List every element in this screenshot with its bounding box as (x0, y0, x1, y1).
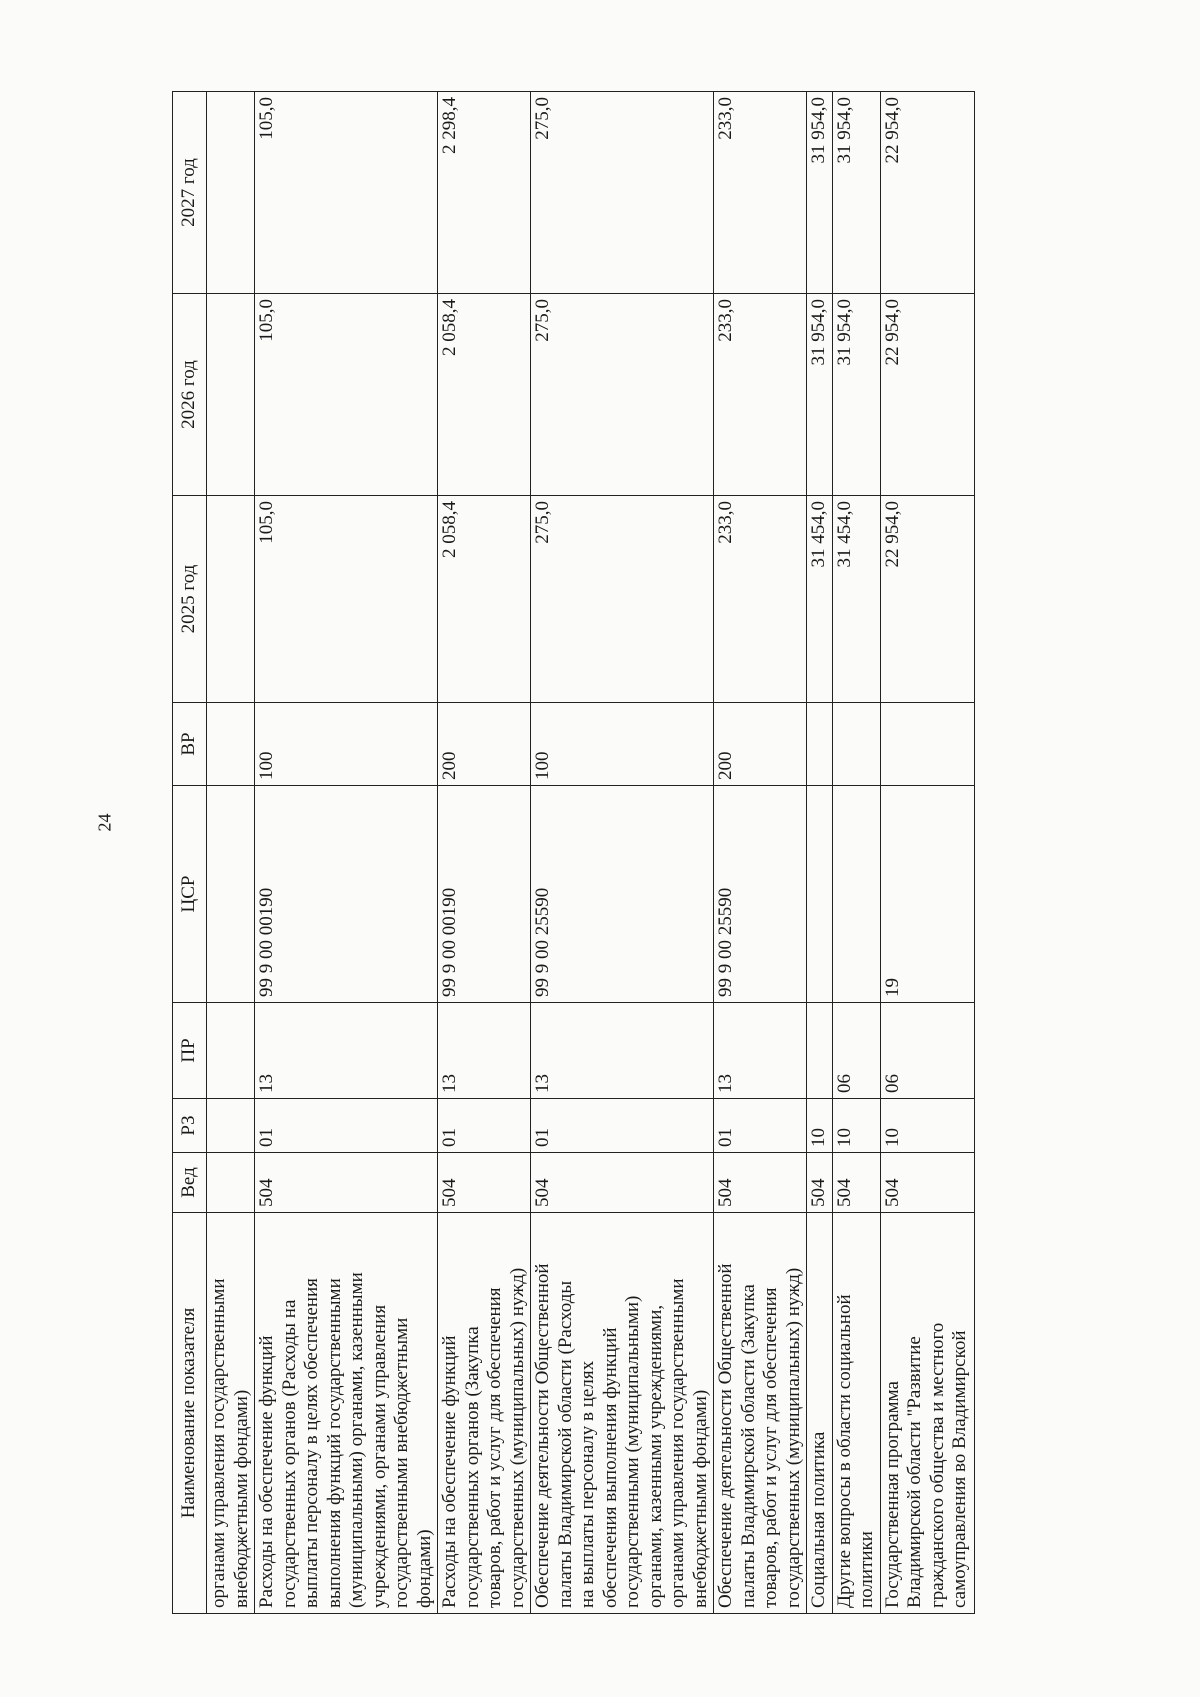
cell-rz: 01 (438, 1099, 531, 1153)
table-row (207, 92, 255, 1614)
cell-ved: 504 (438, 1153, 531, 1213)
table-row (807, 92, 833, 1614)
cell-vr (807, 703, 833, 786)
header-2026: 2026 год (173, 294, 207, 496)
table-header-row (173, 92, 207, 1614)
cell-pr: 13 (255, 1003, 438, 1099)
cell-name-line: Расходы на обеспечение функций (439, 1335, 460, 1608)
cell-name-line: палаты Владимирской области (Закупка (737, 1284, 759, 1608)
table-row (255, 92, 438, 1614)
cell-name-line: фондами) (413, 1529, 435, 1608)
cell-y2026: 31 954,0 (807, 294, 833, 496)
cell-y2025: 31 454,0 (832, 496, 880, 703)
cell-name-line: Государственная программа (881, 1381, 903, 1608)
cell-ved: 504 (807, 1153, 833, 1213)
cell-y2025: 31 454,0 (807, 496, 833, 703)
cell-rz: 10 (807, 1099, 833, 1153)
cell-name-line: государственных (муниципальных) нужд) (506, 1267, 528, 1608)
table-row (714, 92, 807, 1614)
header-pr: ПР (173, 1003, 207, 1099)
cell-vr: 200 (714, 703, 807, 786)
cell-csr: 99 9 00 00190 (438, 786, 531, 1003)
cell-name-line: политики (856, 1531, 877, 1608)
cell-name-line: государственных органов (Расходы на (278, 1299, 300, 1608)
cell-ved (207, 1153, 255, 1213)
cell-name-line: внебюджетными фондами) (230, 1389, 252, 1608)
cell-rz: 01 (255, 1099, 438, 1153)
cell-y2027: 22 954,0 (880, 92, 974, 294)
cell-name-line: выполнения функций государственными (323, 1278, 345, 1608)
header-name: Наименование показателя (173, 1213, 207, 1614)
cell-name-line: гражданского общества и местного (926, 1322, 948, 1608)
header-csr: ЦСР (173, 786, 207, 1003)
cell-csr (832, 786, 880, 1003)
cell-pr (207, 1003, 255, 1099)
cell-name-line: Обеспечение деятельности Общественной (715, 1263, 736, 1608)
cell-name (531, 1213, 714, 1614)
cell-name-line: (муниципальными) органами, казенными (346, 1272, 367, 1608)
cell-y2025: 275,0 (531, 496, 714, 703)
cell-y2026: 2 058,4 (438, 294, 531, 496)
cell-y2027: 31 954,0 (807, 92, 833, 294)
cell-pr: 13 (438, 1003, 531, 1099)
cell-name-line: Владимирской области "Развитие (904, 1336, 925, 1608)
cell-y2025: 22 954,0 (880, 496, 974, 703)
cell-name-line: Обеспечение деятельности Общественной (532, 1263, 553, 1608)
rotated-table-container (172, 92, 970, 1614)
header-2025: 2025 год (173, 496, 207, 703)
cell-pr (807, 1003, 833, 1099)
cell-name-line: Социальная политика (808, 1431, 829, 1608)
cell-ved: 504 (714, 1153, 807, 1213)
cell-y2026 (207, 294, 255, 496)
table-body (207, 92, 975, 1614)
cell-name-line: государственными (муниципальными) (622, 1295, 643, 1608)
cell-rz: 10 (832, 1099, 880, 1153)
cell-name-line: государственными внебюджетными (391, 1317, 412, 1608)
cell-name (880, 1213, 974, 1614)
page-number: 24 (94, 813, 115, 832)
cell-name-line: товаров, работ и услуг для обеспечения (484, 1287, 505, 1608)
budget-table (172, 91, 975, 1614)
cell-rz: 01 (531, 1099, 714, 1153)
cell-pr: 13 (714, 1003, 807, 1099)
cell-y2026: 275,0 (531, 294, 714, 496)
cell-name-line: Расходы на обеспечение функций (256, 1335, 277, 1608)
cell-y2026: 31 954,0 (832, 294, 880, 496)
cell-y2026: 233,0 (714, 294, 807, 496)
cell-ved: 504 (832, 1153, 880, 1213)
cell-y2027: 2 298,4 (438, 92, 531, 294)
cell-name (255, 1213, 438, 1614)
cell-y2025: 233,0 (714, 496, 807, 703)
cell-vr: 100 (531, 703, 714, 786)
cell-y2025 (207, 496, 255, 703)
header-vr: ВР (173, 703, 207, 786)
cell-name-line: самоуправления во Владимирской (949, 1330, 970, 1608)
cell-name-line: Другие вопросы в области социальной (833, 1294, 855, 1608)
cell-name-line: органами управления государственными (208, 1278, 229, 1608)
cell-y2027: 275,0 (531, 92, 714, 294)
cell-csr: 99 9 00 00190 (255, 786, 438, 1003)
cell-name-line: на выплаты персоналу в целях (577, 1360, 598, 1608)
cell-name-line: обеспечения выполнения функций (599, 1327, 621, 1608)
cell-ved: 504 (255, 1153, 438, 1213)
cell-csr: 99 9 00 25590 (531, 786, 714, 1003)
cell-y2025: 105,0 (255, 496, 438, 703)
cell-vr (207, 703, 255, 786)
cell-vr (880, 703, 974, 786)
cell-rz (207, 1099, 255, 1153)
cell-csr: 19 (880, 786, 974, 1003)
header-rz: РЗ (173, 1099, 207, 1153)
cell-rz: 01 (714, 1099, 807, 1153)
cell-y2026: 22 954,0 (880, 294, 974, 496)
cell-name-line: внебюджетными фондами) (689, 1389, 711, 1608)
cell-name-line: выплаты персоналу в целях обеспечения (301, 1278, 322, 1608)
cell-vr (832, 703, 880, 786)
cell-name-line: органами управления государственными (667, 1278, 688, 1608)
cell-csr (207, 786, 255, 1003)
cell-csr (807, 786, 833, 1003)
header-ved: Вед (173, 1153, 207, 1213)
cell-name (438, 1213, 531, 1614)
cell-name-line: учреждениями, органами управления (368, 1304, 390, 1608)
table-row (531, 92, 714, 1614)
header-2027: 2027 год (173, 92, 207, 294)
cell-name (807, 1213, 833, 1614)
cell-name-line: товаров, работ и услуг для обеспечения (760, 1287, 781, 1608)
cell-name (832, 1213, 880, 1614)
table-row (832, 92, 880, 1614)
cell-rz: 10 (880, 1099, 974, 1153)
cell-vr: 100 (255, 703, 438, 786)
cell-y2027: 31 954,0 (832, 92, 880, 294)
table-frame (172, 92, 970, 1614)
cell-ved: 504 (531, 1153, 714, 1213)
cell-y2027: 233,0 (714, 92, 807, 294)
cell-name-line: государственных (муниципальных) нужд) (782, 1267, 804, 1608)
cell-ved: 504 (880, 1153, 974, 1213)
cell-pr: 06 (832, 1003, 880, 1099)
cell-pr: 13 (531, 1003, 714, 1099)
cell-name-line: палаты Владимирской области (Расходы (554, 1280, 576, 1608)
cell-vr: 200 (438, 703, 531, 786)
table-row (438, 92, 531, 1614)
cell-y2027: 105,0 (255, 92, 438, 294)
cell-name (714, 1213, 807, 1614)
cell-y2026: 105,0 (255, 294, 438, 496)
cell-pr: 06 (880, 1003, 974, 1099)
cell-name (207, 1213, 255, 1614)
cell-y2025: 2 058,4 (438, 496, 531, 703)
table-row (880, 92, 974, 1614)
cell-name-line: государственных органов (Закупка (461, 1326, 483, 1608)
cell-name-line: органами, казенными учреждениями, (644, 1304, 666, 1608)
cell-y2027 (207, 92, 255, 294)
cell-csr: 99 9 00 25590 (714, 786, 807, 1003)
